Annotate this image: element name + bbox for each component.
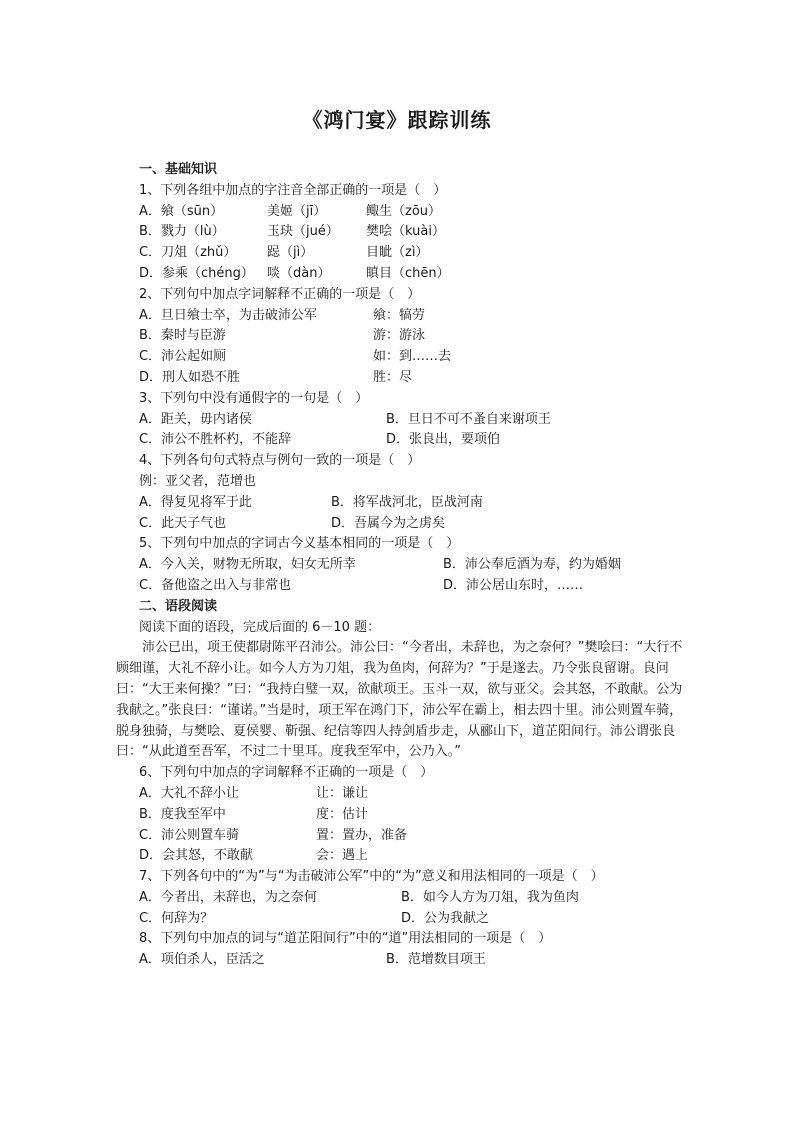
option-cell: A．得复见将军于此 [139, 494, 252, 510]
option-cell: C．何辞为？ [139, 910, 214, 926]
option-row [116, 514, 684, 535]
option-cell: A．今者出，未辞也，为之奈何 [139, 889, 317, 905]
page-title: 《鸿门宴》跟踪训练 [302, 108, 492, 132]
option-row [116, 555, 684, 576]
question-stem: 8、下列句中加点的词与“道芷阳间行”中的“道”用法相同的一项是（ ） [139, 931, 552, 947]
option-gloss: 胜：尽 [373, 369, 413, 385]
option-gloss: 置：置办，准备 [316, 827, 408, 843]
option-row [116, 368, 684, 389]
question-stem: 5、下列句中加点的字词古今义基本相同的一项是（ ） [139, 536, 460, 552]
option-cell: B．范增数目项王 [386, 952, 486, 968]
option-row [116, 846, 684, 867]
option-cell: A．旦日飨士卒，为击破沛公军 [139, 307, 317, 323]
option-row [116, 410, 684, 431]
option-row [116, 347, 684, 368]
option-row [116, 805, 684, 826]
option-gloss: 会：遇上 [316, 848, 369, 864]
option-cell: D．吾属今为之虏矣 [331, 515, 446, 531]
option-row [116, 888, 684, 909]
question-stem: 7、下列各句中的“为”与“为击破沛公军”中的“为”意义和用法相同的一项是（ ） [139, 869, 604, 885]
section-heading: 一、基础知识 [139, 162, 218, 177]
option-cell: D．刑人如恐不胜 [139, 369, 241, 385]
option-cell: 美姬（jī） [267, 203, 327, 219]
option-row [116, 222, 684, 243]
option-cell: C．刀俎（zhǔ） [139, 245, 237, 261]
option-cell: A．大礼不辞小让 [139, 785, 239, 801]
option-cell: B．将军战河北，臣战河南 [331, 494, 483, 510]
option-row [116, 430, 684, 451]
option-cell: A．距关，毋内诸侯 [139, 411, 252, 427]
option-cell: B．戮力（lù） [139, 224, 225, 240]
option-cell: B．沛公奉卮酒为寿，约为婚姻 [443, 557, 621, 573]
section-heading: 二、语段阅读 [139, 598, 218, 614]
reading-passage: 沛公已出，项王使都尉陈平召沛公。沛公曰：“今者出，未辞也，为之奈何？”樊哙曰：“大行不顾细谨，大礼不辞小让。如今人方为刀俎，我为鱼肉，何辞为？”于是遂去。乃令张良留谢。良问曰：“大王来何操？”曰：“我持白璧一双，欲献项王。玉斗一双，欲与亚父。会其怒，不敢献。公为我献之。”张良曰：“谨诺。”当是时，项王军在鸿门下，沛公军在霸上，相去四十里。沛公则置车骑，脱身独骑，与樊哙、夏侯婴、靳强、纪信等四人持剑盾步走，从郦山下，道芷阳间行。沛公谓张良曰：“从此道至吾军，不过二十里耳。度我至军中，公乃入。” [116, 640, 683, 760]
document-body [116, 160, 684, 971]
question-stem: 3、下列句中没有通假字的一句是（ ） [139, 390, 369, 406]
option-cell: B．秦时与臣游 [139, 328, 226, 344]
option-row [116, 326, 684, 347]
option-cell: D．参乘（chéng） [139, 265, 254, 281]
option-cell: 啖（dàn） [267, 265, 331, 281]
option-row [116, 243, 684, 264]
option-row [116, 784, 684, 805]
option-cell: 跽（jì） [267, 245, 314, 261]
option-cell: C．此天子气也 [139, 515, 227, 531]
option-cell: A．今入关，财物无所取，妇女无所幸 [139, 557, 356, 573]
option-gloss: 如：到……去 [373, 349, 452, 365]
option-row [116, 264, 684, 285]
option-cell: D．公为我献之 [401, 910, 490, 926]
option-cell: 目眦（zì） [366, 245, 429, 261]
option-cell: C．备他盗之出入与非常也 [139, 577, 292, 593]
option-cell: D．沛公居山东时，…… [443, 577, 584, 593]
option-gloss: 度：估计 [316, 806, 369, 822]
option-row [116, 950, 684, 971]
option-row [116, 909, 684, 930]
option-cell: 瞋目（chēn） [366, 265, 450, 281]
option-cell: B．如今人方为刀俎，我为鱼肉 [401, 889, 579, 905]
option-cell: D．张良出，要项伯 [386, 432, 501, 448]
option-cell: C．沛公则置车骑 [139, 827, 240, 843]
option-cell: B．度我至军中 [139, 806, 226, 822]
option-row [116, 306, 684, 327]
option-cell: 鲰生（zōu） [366, 203, 442, 219]
option-cell: C．沛公不胜杯杓，不能辞 [139, 432, 292, 448]
option-row [116, 202, 684, 223]
option-row [116, 826, 684, 847]
option-cell: D．会其怒，不敢献 [139, 848, 254, 864]
option-cell: B．旦日不可不蚤自来谢项王 [386, 411, 551, 427]
example-sentence: 例：亚父者，范增也 [139, 473, 257, 489]
option-cell: A．飨（sūn） [139, 203, 224, 219]
option-cell: C．沛公起如厕 [139, 349, 227, 365]
option-cell: 玉玦（jué） [267, 224, 339, 240]
question-stem: 4、下列各句句式特点与例句一致的一项是（ ） [139, 453, 421, 469]
option-row [116, 493, 684, 514]
option-gloss: 飨：犒劳 [373, 307, 426, 323]
question-stem: 1、下列各组中加点的字注音全部正确的一项是（ ） [139, 182, 447, 198]
option-row [116, 576, 684, 597]
option-gloss: 让：谦让 [316, 785, 369, 801]
question-stem: 6、下列句中加点的字词解释不正确的一项是（ ） [139, 765, 434, 781]
option-gloss: 游：游泳 [373, 328, 426, 344]
question-stem: 2、下列句中加点字词解释不正确的一项是（ ） [139, 286, 421, 302]
reading-intro: 阅读下面的语段，完成后面的 6－10 题： [139, 619, 381, 635]
option-cell: A．项伯杀人，臣活之 [139, 952, 265, 968]
option-cell: 樊哙（kuài） [366, 224, 445, 240]
